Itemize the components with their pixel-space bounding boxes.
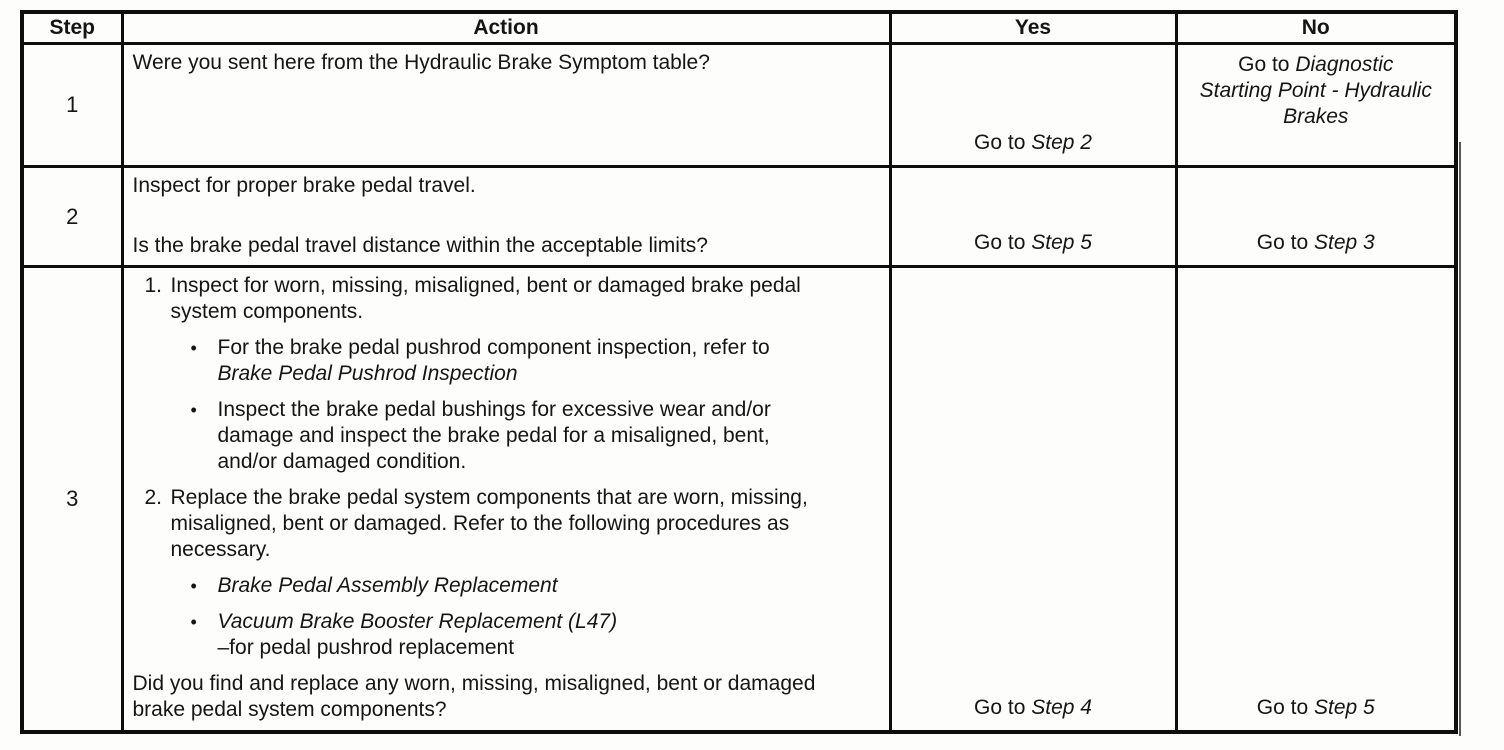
step-number-3: 3 (22, 267, 122, 732)
bullet-text-plain: For the brake pedal pushrod component inspection, refer to (217, 336, 770, 359)
col-header-action: Action (122, 12, 890, 44)
action-cell-step-2 (122, 167, 890, 267)
goto-text (974, 696, 1092, 719)
bullet-item (191, 335, 791, 387)
procedure-note: –for pedal pushrod replacement (217, 636, 515, 659)
col-header-no: No (1176, 12, 1456, 44)
bullet-icon: • (190, 612, 197, 632)
goto-reference: Step 5 (1313, 695, 1375, 719)
action-question: Is the brake pedal travel distance within the acceptable limits? (132, 234, 708, 257)
goto-text (974, 131, 1092, 154)
procedure-reference: Brake Pedal Assembly Replacement (217, 574, 558, 597)
goto-reference: Diagnostic Starting Point - Hydraulic Brakes (1199, 53, 1432, 128)
procedure-reference: Vacuum Brake Booster Replacement (L47) (217, 610, 618, 633)
goto-text (1200, 53, 1432, 128)
step-number-1: 1 (22, 44, 122, 167)
action-cell-step-1 (122, 44, 890, 167)
item-text: Inspect for worn, missing, misaligned, bent or damaged brake pedal system components. (170, 274, 801, 323)
bullet-item (191, 397, 791, 475)
bullet-text (218, 335, 791, 387)
table-row-step-3 (22, 267, 1456, 732)
goto-reference: Step 2 (1031, 131, 1092, 154)
item-number: 1. (144, 274, 163, 297)
goto-text (1257, 696, 1375, 719)
goto-prefix: Go to (1238, 53, 1296, 76)
goto-reference: Step 4 (1031, 695, 1092, 719)
bullet-icon: • (190, 338, 197, 358)
no-cell-step-3 (1176, 267, 1456, 732)
col-header-yes: Yes (890, 12, 1176, 44)
goto-prefix: Go to (974, 695, 1032, 719)
bullet-text (218, 397, 791, 475)
goto-text (974, 231, 1092, 254)
item-number: 2. (144, 486, 163, 509)
goto-prefix: Go to (974, 231, 1032, 254)
goto-reference: Step 3 (1313, 231, 1375, 254)
goto-text (1257, 231, 1375, 254)
col-header-step: Step (22, 12, 122, 44)
header-row (22, 12, 1456, 44)
action-instruction: Inspect for proper brake pedal travel. (132, 174, 476, 197)
bullet-text (218, 573, 791, 599)
yes-cell-step-1 (890, 44, 1176, 167)
no-cell-step-2 (1176, 167, 1456, 267)
table-row-step-1 (22, 44, 1456, 167)
bullet-item (191, 609, 791, 661)
action-cell-step-3 (122, 267, 890, 732)
table-row-step-2 (22, 167, 1456, 267)
item-text: Replace the brake pedal system components that are worn, missing, misaligned, bent or damaged. Refer to the following procedures as necessary. (170, 486, 808, 561)
numbered-procedure-list (133, 273, 869, 671)
bullet-icon: • (190, 576, 197, 596)
bullet-icon: • (190, 400, 197, 420)
goto-reference: Step 5 (1031, 231, 1092, 254)
bullet-item (191, 573, 791, 599)
goto-prefix: Go to (974, 131, 1032, 154)
step-number-2: 2 (22, 167, 122, 267)
procedure-reference: Brake Pedal Pushrod Inspection (217, 362, 518, 385)
action-question: Were you sent here from the Hydraulic Brake Symptom table? (132, 51, 710, 74)
scan-artifact-line (1459, 142, 1461, 736)
action-question: Did you find and replace any worn, missing, misaligned, bent or damaged brake pedal system components? (132, 672, 816, 721)
numbered-item-2 (145, 485, 869, 671)
goto-prefix: Go to (1256, 695, 1314, 719)
yes-cell-step-3 (890, 267, 1176, 732)
bullet-text (218, 609, 791, 661)
goto-prefix: Go to (1256, 231, 1314, 254)
diagnostic-table (20, 10, 1458, 734)
no-cell-step-1 (1176, 44, 1456, 167)
bullet-text-plain: Inspect the brake pedal bushings for excessive wear and/or damage and inspect the brake pedal for a misaligned, bent, and/or damaged condition. (217, 398, 771, 473)
yes-cell-step-2 (890, 167, 1176, 267)
numbered-item-1 (145, 273, 869, 485)
